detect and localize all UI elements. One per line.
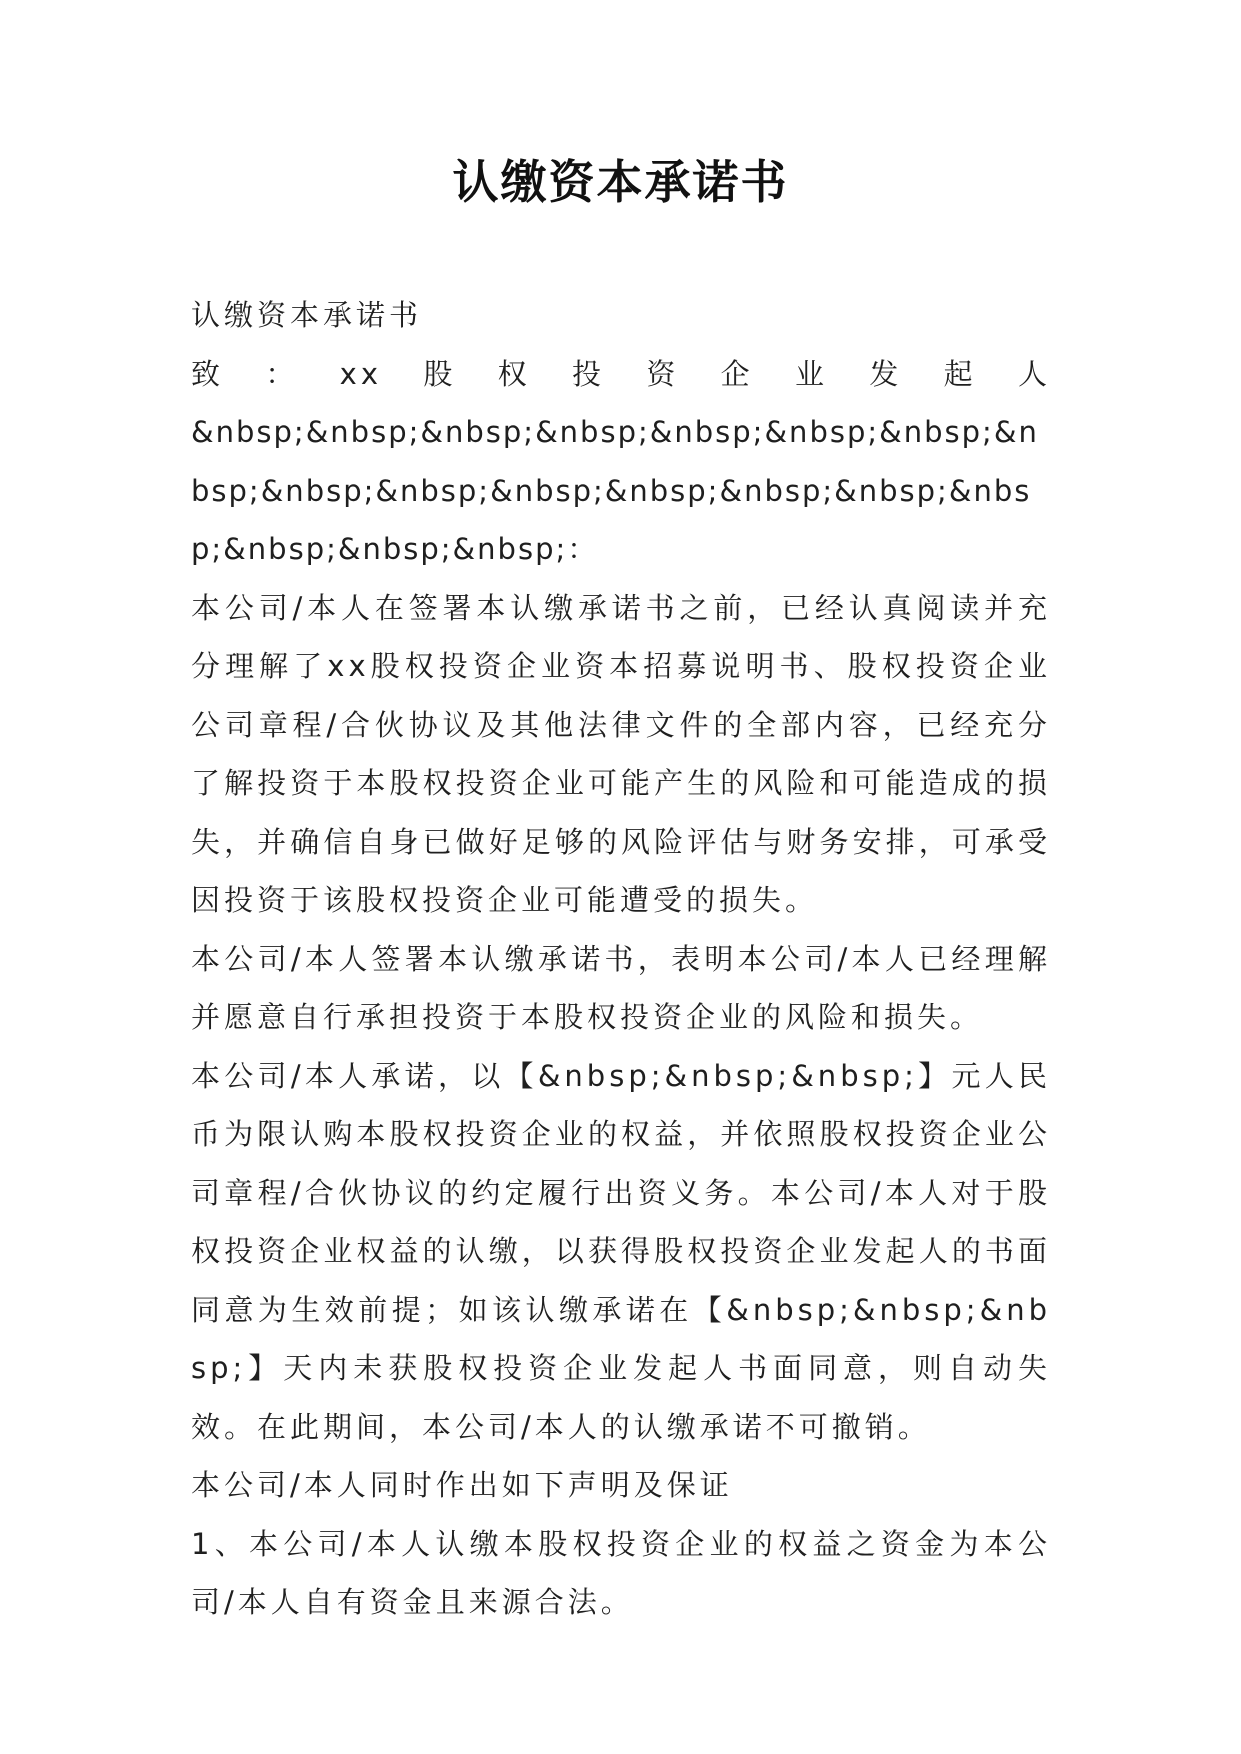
paragraph-risk-acceptance: 本公司/本人签署本认缴承诺书，表明本公司/本人已经理解并愿意自行承担投资于本股权投资企业的风险和损失。 — [191, 941, 1051, 1034]
addressee-placeholder: &nbsp;&nbsp;&nbsp;&nbsp;&nbsp;&nbsp;&nbsp;&nbsp;&nbsp;&nbsp;&nbsp;&nbsp;&nbsp;&nbsp;&nbsp;&nbsp;&nbsp;&nbsp;： — [191, 415, 1039, 566]
document-title: 认缴资本承诺书 — [452, 155, 789, 209]
paragraph-subscription-commitment: 本公司/本人承诺，以【&nbsp;&nbsp;&nbsp;】元人民币为限认购本股权投资企业的权益，并依照股权投资企业公司章程/合伙协议的约定履行出资义务。本公司/本人对于股权投资企业权益的认缴，以获得股权投资企业发起人的书面同意为生效前提；如该认缴承诺在【&nbsp;&nbsp;&nbsp;】天内未获股权投资企业发起人书面同意，则自动失效。在此期间，本公司/本人的认缴承诺不可撤销。 — [191, 1058, 1051, 1444]
list-item-1: 1、本公司/本人认缴本股权投资企业的权益之资金为本公司/本人自有资金且来源合法。 — [191, 1526, 1051, 1619]
paragraph-acknowledgement: 本公司/本人在签署本认缴承诺书之前，已经认真阅读并充分理解了xx股权投资企业资本招募说明书、股权投资企业公司章程/合伙协议及其他法律文件的全部内容，已经充分了解投资于本股权投资企业可能产生的风险和可能造成的损失，并确信自身已做好足够的风险评估与财务安排，可承受因投资于该股权投资企业可能遭受的损失。 — [191, 590, 1051, 917]
document-body — [191, 286, 1051, 1632]
addressee-line: 致：xx股权投资企业发起人 — [191, 356, 1051, 391]
paragraph-declaration-intro: 本公司/本人同时作出如下声明及保证 — [191, 1468, 733, 1502]
body-heading: 认缴资本承诺书 — [191, 298, 423, 332]
